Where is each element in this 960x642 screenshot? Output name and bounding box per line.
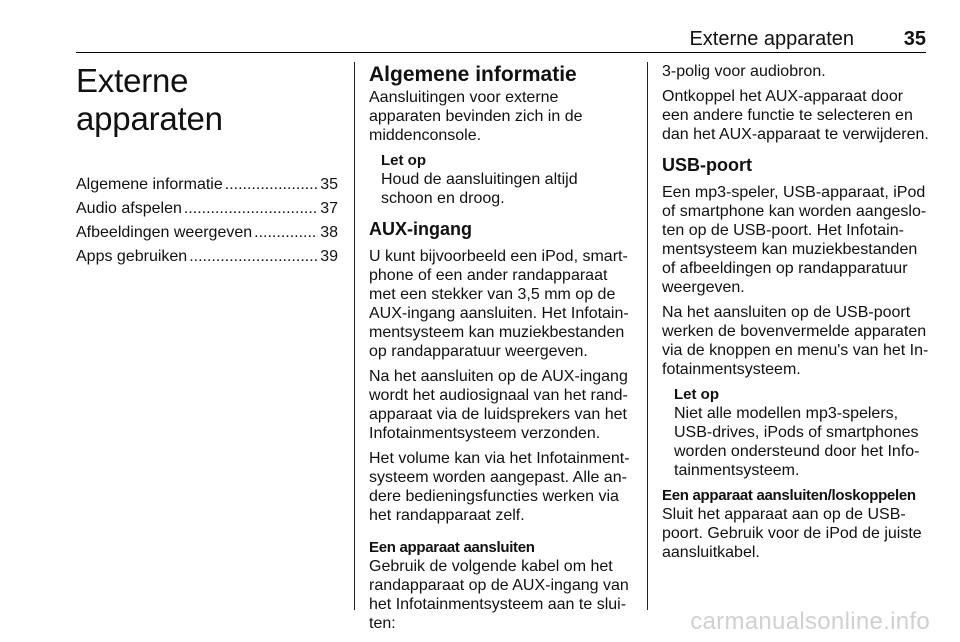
subheading-connect: Een apparaat aansluiten — [369, 539, 535, 556]
toc-entry[interactable] — [76, 221, 338, 245]
content-column-2 — [369, 62, 633, 633]
note-text: Niet alle modellen mp3-spelers, USB-drives, iPods of smartphones worden ondersteund door het Info-tainmentsysteem. — [674, 405, 920, 479]
table-of-contents — [76, 173, 338, 269]
toc-entry-label: Audio afspelen — [76, 200, 182, 217]
toc-entry[interactable] — [76, 197, 338, 221]
aux-paragraph-1: U kunt bijvoorbeeld een iPod, smart-phone of een ander randapparaat met een stekker van 3,5 mm op de AUX-ingang aansluiten. Het Infotain-mentsysteem kan muziekbestanden op randapparatuur weergeven. — [369, 248, 629, 360]
note-label: Let op — [381, 152, 426, 169]
chapter-column — [76, 62, 338, 269]
note-text: Houd de aansluitingen altijd schoon en droog. — [381, 171, 578, 207]
connect-disconnect-paragraph: Sluit het apparaat aan op de USB-poort. Gebruik voor de iPod de juiste aansluitkabel. — [662, 506, 922, 561]
section-heading-aux: AUX-ingang — [369, 219, 472, 239]
connect-paragraph: Gebruik de volgende kabel om het randapparaat op de AUX-ingang van het Infotainmentsysteem aan te slui-ten: — [369, 558, 629, 632]
intro-paragraph: Aansluitingen voor externe apparaten bevinden zich in de middenconsole. — [369, 89, 583, 144]
chapter-title: Externe apparaten — [76, 62, 223, 137]
column-divider-1 — [354, 62, 355, 610]
toc-entry-page: 38 — [320, 224, 338, 241]
aux-paragraph-2: Na het aansluiten op de AUX-ingang wordt het audiosignaal van het rand-apparaat via de luidsprekers van het Infotainmentsysteem verzonden. — [369, 368, 628, 442]
usb-paragraph-1: Een mp3-speler, USB-apparaat, iPod of smartphone kan worden aangeslo-ten op de USB-poort. Het Infotain-mentsysteem kan muziekbestanden of afbeeldingen op randapparatuur weergeven. — [662, 184, 927, 296]
toc-entry-label: Apps gebruiken — [76, 248, 188, 265]
paragraph-audio-source: 3-polig voor audiobron. — [662, 63, 826, 80]
toc-leader — [184, 197, 318, 221]
note-box — [674, 385, 930, 480]
note-label: Let op — [674, 386, 719, 403]
toc-entry-page: 39 — [320, 248, 338, 265]
toc-entry-page: 37 — [320, 200, 338, 217]
watermark: carmanualsonline.info — [690, 608, 930, 635]
section-heading-usb: USB-poort — [662, 155, 752, 175]
aux-paragraph-3: Het volume kan via het Infotainment-systeem worden aangepast. Alle an-dere bedieningsfuncties werken via het randapparaat zelf. — [369, 450, 630, 524]
content-column-3 — [662, 62, 930, 562]
toc-entry[interactable] — [76, 173, 338, 197]
toc-leader — [189, 245, 318, 269]
paragraph-disconnect: Ontkoppel het AUX-apparaat door een andere functie te selecteren en dan het AUX-apparaat te verwijderen. — [662, 88, 929, 143]
running-title: Externe apparaten — [689, 28, 854, 50]
column-divider-2 — [647, 62, 648, 610]
section-heading-general: Algemene informatie — [369, 63, 577, 86]
toc-entry-label: Algemene informatie — [76, 176, 223, 193]
toc-entry[interactable] — [76, 245, 338, 269]
subheading-connect-disconnect: Een apparaat aansluiten/loskoppelen — [662, 487, 916, 504]
note-box — [381, 151, 633, 208]
toc-entry-label: Afbeeldingen weergeven — [76, 224, 253, 241]
page-header — [76, 28, 926, 53]
usb-paragraph-2: Na het aansluiten op de USB-poort werken de bovenvermelde apparaten via de knoppen en menu's van het In-fotainmentsysteem. — [662, 304, 929, 378]
page-number: 35 — [903, 28, 926, 50]
toc-leader — [254, 221, 318, 245]
toc-leader — [225, 173, 318, 197]
toc-entry-page: 35 — [320, 176, 338, 193]
